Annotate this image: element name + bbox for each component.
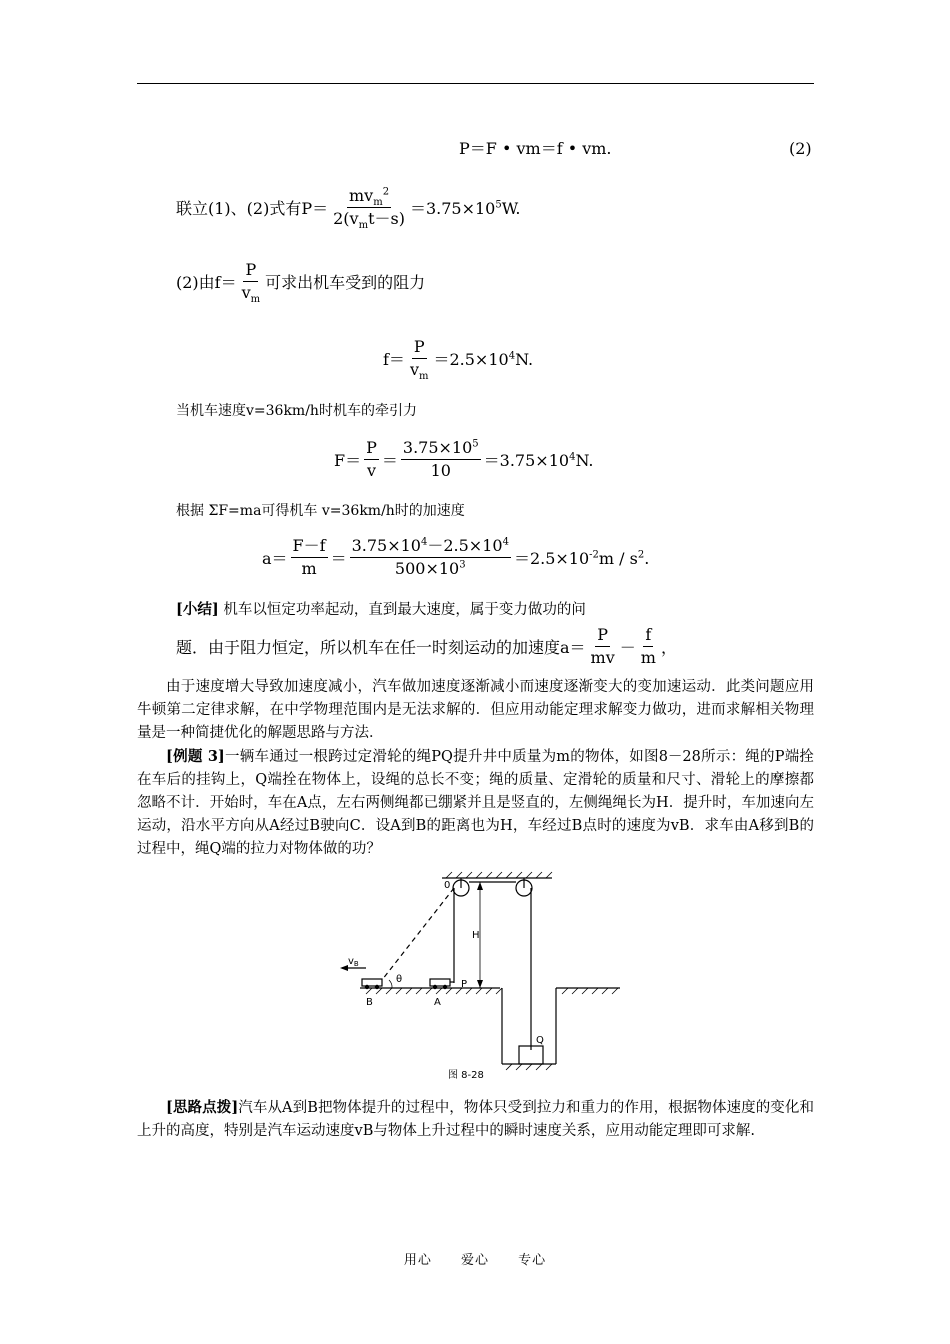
example-tag: [例题 3] — [166, 748, 225, 765]
equation-combine — [176, 186, 521, 232]
denominator: $v_m$ — [241, 283, 261, 306]
footer-item: 用心 — [403, 1253, 432, 1268]
equation-traction — [334, 438, 594, 481]
label-h: H — [472, 930, 480, 941]
fraction — [291, 536, 328, 579]
denominator: $500\times 10^3$ — [394, 559, 466, 578]
numerator: $3.75\times 10^4-2.5\times 10^4$ — [350, 536, 511, 558]
label-o: 0 — [444, 880, 451, 891]
figure-pulley — [330, 868, 630, 1084]
fraction — [639, 625, 658, 668]
summary-tag: [小结] — [176, 601, 219, 618]
equals: ＝ — [330, 549, 347, 568]
equation-resist — [383, 337, 534, 383]
label-a: A — [434, 997, 441, 1008]
fraction — [240, 260, 263, 306]
equation-rhs: $=2.5\times 10^{-2}m / s^2$. — [513, 549, 650, 568]
paragraph-hint — [137, 1096, 814, 1143]
numerator: P — [595, 625, 610, 647]
numerator: $3.75\times 10^5$ — [401, 438, 481, 460]
equation-resist-intro — [176, 260, 426, 306]
denominator: $2(v_mt-s)$ — [333, 209, 405, 232]
text-accel: 根据 ΣF=ma可得机车 v=36km/h时的加速度 — [176, 503, 465, 519]
car-b — [362, 979, 382, 986]
example-body: 一辆车通过一根跨过定滑轮的绳PQ提升井中质量为m的物体，如图8－28所示：绳的P端拴在车后的挂钩上，Q端拴在物体上，设绳的总长不变；绳的质量、定滑轮的质量和尺寸、滑轮上的摩擦都忽略不计．开始时，车在A点，左右两侧绳都已绷紧并且是竖直的，左侧绳绳长为H．提升时，车加速向左运动，沿水平方向从A经过B驶向C．设A到B的距离也为H，车经过B点时的速度为vB．求车由A移到B的过程中，绳Q端的拉力对物体做的功？ — [137, 749, 814, 857]
label-vb: $v_B$ — [348, 956, 359, 968]
equation-rhs: $=3.75\times 10^5W$. — [409, 199, 521, 218]
hint-tag: [思路点拨] — [166, 1099, 239, 1116]
denominator: mv — [590, 648, 615, 667]
denominator: v — [366, 461, 377, 480]
fraction — [364, 438, 379, 481]
page-footer — [0, 1249, 950, 1268]
summary-text: 机车以恒定功率起动，直到最大速度，属于变力做功的问 — [223, 602, 586, 618]
equation-rhs: $=3.75\times 10^4N$. — [483, 451, 594, 470]
label-b: B — [366, 997, 373, 1008]
footer-item: 爱心 — [460, 1253, 489, 1268]
paragraph-example — [137, 745, 814, 861]
ground-right-hatch — [506, 988, 618, 1070]
denominator: 10 — [430, 461, 451, 480]
fraction — [589, 625, 617, 668]
fraction — [401, 438, 481, 481]
theta-arc — [389, 980, 392, 988]
fraction — [331, 186, 407, 232]
equation-tail: 可求出机车受到的阻力 — [265, 273, 426, 292]
label-theta: θ — [396, 974, 403, 985]
equation-lead: 联立(1)、(2)式有P＝ — [176, 199, 329, 218]
fraction — [350, 536, 511, 579]
example-text — [137, 745, 814, 861]
header-rule — [137, 83, 814, 84]
equation-rhs: $=2.5\times 10^4N$. — [433, 350, 534, 369]
paragraph-text: 由于速度增大导致加速度减小，汽车做加速度逐渐减小而速度逐渐变大的变加速运动．此类问题应用牛顿第二定律求解，在中学物理范围内是无法求解的．但应用动能定理求解变力做功，进而求解相关物理量是一种简捷优化的解题思路与方法． — [137, 679, 814, 741]
summary-equation — [176, 625, 677, 668]
denominator: m — [301, 559, 317, 578]
summary-line — [176, 600, 586, 620]
numerator: P — [243, 260, 258, 282]
minus: － — [619, 638, 636, 657]
numerator: P — [364, 438, 379, 460]
denominator: $v_m$ — [409, 360, 429, 383]
figure-caption: 图 8-28 — [448, 1070, 484, 1081]
fraction — [408, 337, 431, 383]
equation-lead: (2)由f＝ — [176, 273, 237, 292]
equation-lhs: a＝ — [262, 549, 288, 568]
car-a — [430, 979, 450, 986]
numerator: $mv_m^2$ — [348, 186, 390, 209]
summary-text-2: 题．由于阻力恒定，所以机车在任一时刻运动的加速度a＝ — [176, 638, 586, 657]
equation-accel — [262, 536, 649, 579]
equals: ＝ — [381, 451, 398, 470]
hint-body: 汽车从A到B把物体提升的过程中，物体只受到拉力和重力的作用，根据物体速度的变化和上升的高度，特别是汽车运动速度vB与物体上升过程中的瞬时速度关系，应用动能定理即可求解. — [137, 1100, 814, 1139]
equation-number: (2) — [789, 139, 812, 158]
equation-power: P＝F • vm＝f • vm. — [459, 139, 612, 158]
punctuation: ， — [660, 638, 677, 657]
equation-lhs: f＝ — [383, 350, 405, 369]
hint-text — [137, 1096, 814, 1143]
ceiling-hatch — [446, 872, 552, 878]
label-p: P — [461, 979, 468, 990]
numerator: F－f — [291, 536, 328, 558]
numerator: f — [643, 625, 653, 647]
footer-item: 专心 — [518, 1253, 547, 1268]
numerator: P — [412, 337, 427, 359]
paragraph-analysis — [137, 676, 814, 745]
label-q: Q — [536, 1035, 544, 1046]
rope-dashed — [382, 888, 454, 980]
denominator: m — [640, 648, 656, 667]
equation-lhs: F＝ — [334, 451, 362, 470]
text-traction: 当机车速度v=36km/h时机车的牵引力 — [176, 403, 417, 419]
